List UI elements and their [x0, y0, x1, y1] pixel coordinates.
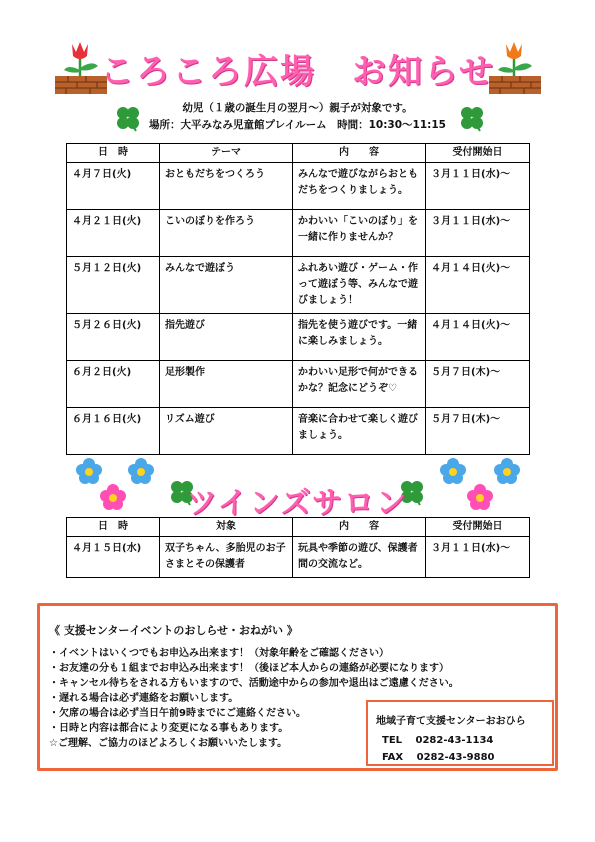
notice-item: ・遅れる場合は必ず連絡をお願いします。: [49, 693, 239, 704]
cell-theme: リズム遊び: [160, 408, 293, 455]
cell-start-date: ３月１１日(水)～: [426, 163, 530, 210]
header-target: 対象: [160, 518, 293, 537]
notice-item: ☆ご理解、ご協力のほどよろしくお願いいたします。: [49, 738, 288, 749]
cell-start-date: ４月１４日(火)～: [426, 314, 530, 361]
cell-theme: みんなで遊ぼう: [160, 257, 293, 314]
cell-date: ４月２１日(火): [67, 210, 160, 257]
table-row: [67, 257, 530, 314]
cell-content: 指先を使う遊びです。一緒に楽しみましょう。: [293, 314, 426, 361]
header-date: 日 時: [67, 518, 160, 537]
cell-date: ６月１６日(火): [67, 408, 160, 455]
cell-theme: 指先遊び: [160, 314, 293, 361]
cell-date: ５月１２日(火): [67, 257, 160, 314]
header-start-date: 受付開始日: [426, 144, 530, 163]
cell-theme: 足形製作: [160, 361, 293, 408]
page-title: ころころ広場 お知らせ: [100, 52, 495, 92]
header-start-date: 受付開始日: [426, 518, 530, 537]
cell-content: ふれあい遊び・ゲーム・作って遊ぼう等、みんなで遊びましょう！: [293, 257, 426, 314]
notice-item: ・欠席の場合は必ず当日午前9時までにご連絡ください。: [49, 708, 306, 719]
cell-content: かわいい足形で何ができるかな？記念にどうぞ♡: [293, 361, 426, 408]
notice-item: ・キャンセル待ちをされる方もいますので、活動途中からの参加や退出はご遠慮ください。: [49, 678, 459, 689]
cell-content: 音楽に合わせて楽しく遊びましょう。: [293, 408, 426, 455]
table-header-row: [67, 144, 530, 163]
contact-fax: FAX 0282-43-9880: [382, 752, 495, 763]
table-row: [67, 361, 530, 408]
twins-salon-table: [66, 517, 530, 578]
cell-date: ６月２日(火): [67, 361, 160, 408]
cell-start-date: ３月１１日(水)～: [426, 537, 530, 578]
header-content: 内 容: [293, 144, 426, 163]
cell-start-date: ３月１１日(水)～: [426, 210, 530, 257]
table-row: [67, 408, 530, 455]
notice-heading: 《 支援センターイベントのおしらせ・おねがい 》: [49, 624, 298, 637]
cell-target: 双子ちゃん、多胎児のお子さまとその保護者: [160, 537, 293, 578]
cell-content: 玩具や季節の遊び、保護者間の交流など。: [293, 537, 426, 578]
table-row: [67, 163, 530, 210]
contact-name: 地域子育て支援センターおおひら: [376, 716, 526, 727]
notice-item: ・お友達の分も１組までお申込み出来ます！（後ほど本人からの連絡が必要になります）: [49, 663, 449, 674]
schedule-table: [66, 143, 530, 455]
table-row: [67, 537, 530, 578]
cell-date: ４月７日(火): [67, 163, 160, 210]
header-content: 内 容: [293, 518, 426, 537]
cell-start-date: ５月７日(木)～: [426, 361, 530, 408]
notice-item: ・イベントはいくつでもお申込み出来ます！（対象年齢をご確認ください）: [49, 648, 389, 659]
table-row: [67, 210, 530, 257]
cell-date: ４月１５日(水): [67, 537, 160, 578]
header-date: 日 時: [67, 144, 160, 163]
header-theme: テーマ: [160, 144, 293, 163]
twins-salon-title: ツインズサロン: [187, 486, 408, 521]
cell-start-date: ５月７日(木)～: [426, 408, 530, 455]
table-header-row: [67, 518, 530, 537]
cell-theme: おともだちをつくろう: [160, 163, 293, 210]
cell-content: みんなで遊びながらおともだちをつくりましょう。: [293, 163, 426, 210]
cell-theme: こいのぼりを作ろう: [160, 210, 293, 257]
cell-content: かわいい「こいのぼり」を一緒に作りませんか？: [293, 210, 426, 257]
contact-tel: TEL 0282-43-1134: [382, 735, 494, 746]
notice-item: ・日時と内容は都合により変更になる事もあります。: [49, 723, 289, 734]
target-audience-text: 幼児（１歳の誕生月の翌月～）親子が対象です。: [182, 102, 413, 114]
contact-box: [366, 700, 554, 766]
place-time-text: 場所：大平みなみ児童館プレイルーム 時間：10:30～11:15: [149, 119, 446, 131]
table-row: [67, 314, 530, 361]
cell-start-date: ４月１４日(火)～: [426, 257, 530, 314]
cell-date: ５月２６日(火): [67, 314, 160, 361]
